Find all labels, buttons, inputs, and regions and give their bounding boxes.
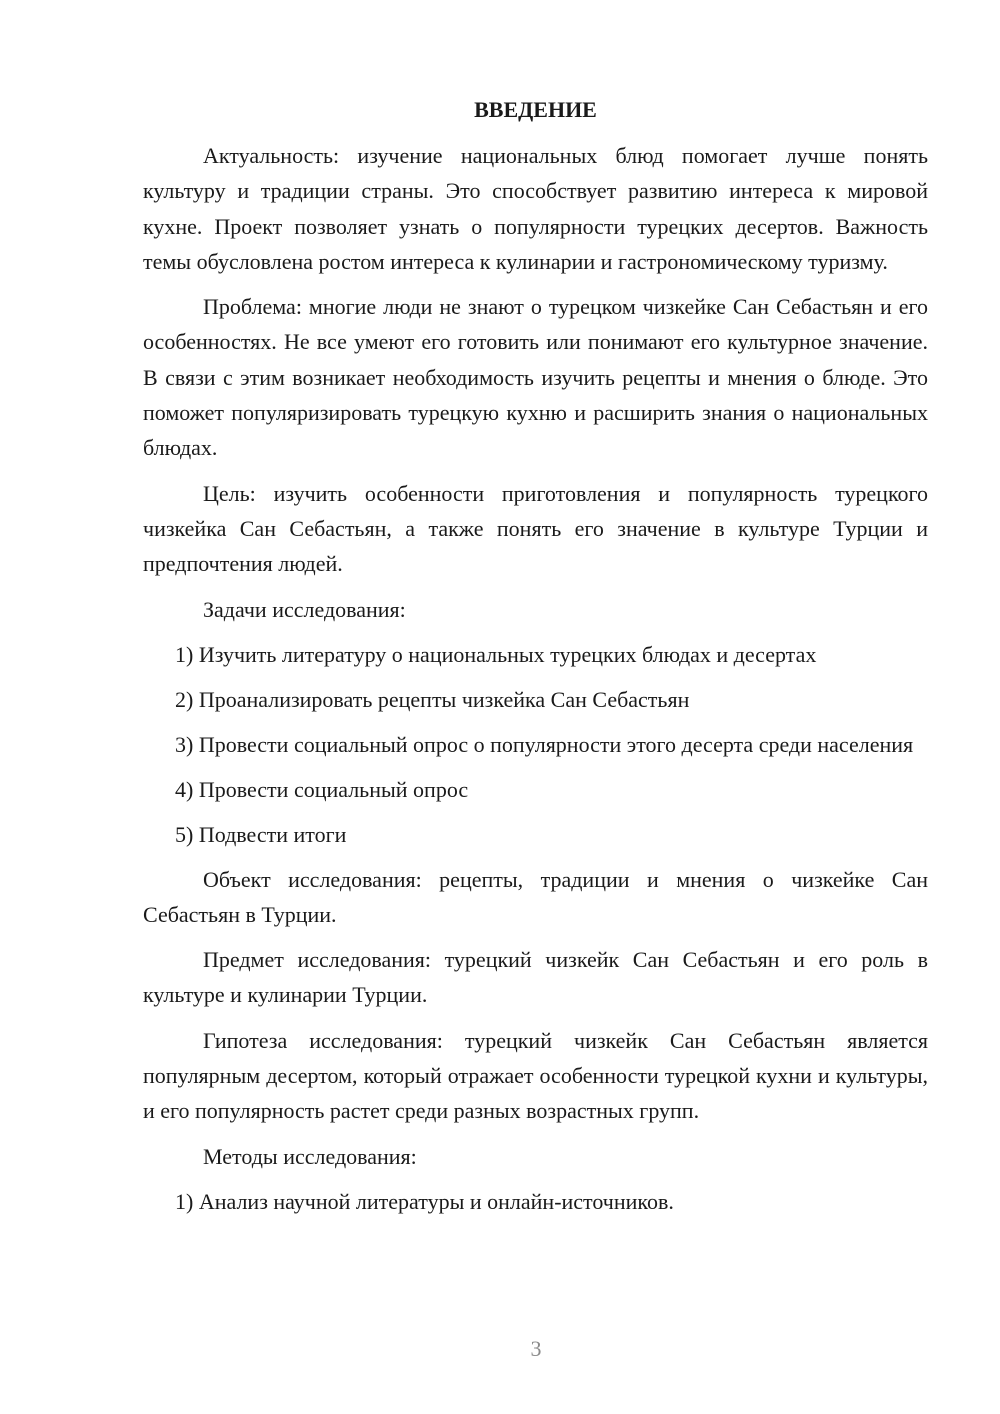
object-paragraph: Объект исследования: рецепты, традиции и мнения о чизкейке Сан Себастьян в Турции. — [143, 866, 928, 927]
method-item-1: 1) Анализ научной литературы и онлайн-источников. — [175, 1188, 674, 1214]
problem-paragraph: Проблема: многие люди не знают о турецком чизкейке Сан Себастьян и его особенностях. Не все умеют его готовить или понимают его культурное значение. В связи с этим возникает необходимость изучить рецепты и мнения о блюде. Это поможет популяризировать турецкую кухню и расширить знания о национальных блюдах. — [143, 294, 928, 461]
task-item-2: 2) Проанализировать рецепты чизкейка Сан Себастьян — [175, 686, 690, 712]
task-item-4: 4) Провести социальный опрос — [175, 776, 469, 802]
hypothesis-paragraph: Гипотеза исследования: турецкий чизкейк Сан Себастьян является популярным десертом, который отражает особенности турецкой кухни и культуры, и его популярность растет среди разных возрастных групп. — [143, 1027, 928, 1124]
relevance-paragraph: Актуальность: изучение национальных блюд помогает лучше понять культуру и традиции страны. Это способствует развитию интереса к мировой кухне. Проект позволяет узнать о популярности турецких десертов. Важность темы обусловлена ростом интереса к кулинарии и гастрономическому туризму. — [143, 143, 928, 274]
task-item-1: 1) Изучить литературу о национальных турецких блюдах и десертах — [175, 641, 817, 667]
goal-paragraph: Цель: изучить особенности приготовления и популярность турецкого чизкейка Сан Себастьян, а также понять его значение в культуре Турции и предпочтения людей. — [143, 480, 928, 577]
subject-paragraph: Предмет исследования: турецкий чизкейк Сан Себастьян и его роль в культуре и кулинарии Турции. — [143, 947, 928, 1008]
task-item-3: 3) Провести социальный опрос о популярности этого десерта среди населения — [175, 731, 914, 757]
task-item-5: 5) Подвести итоги — [175, 821, 347, 847]
methods-heading: Методы исследования: — [203, 1143, 417, 1169]
tasks-heading: Задачи исследования: — [203, 596, 406, 622]
page-number: 3 — [530, 1336, 542, 1361]
document-page — [143, 96, 928, 1229]
section-title: ВВЕДЕНИЕ — [474, 97, 597, 122]
